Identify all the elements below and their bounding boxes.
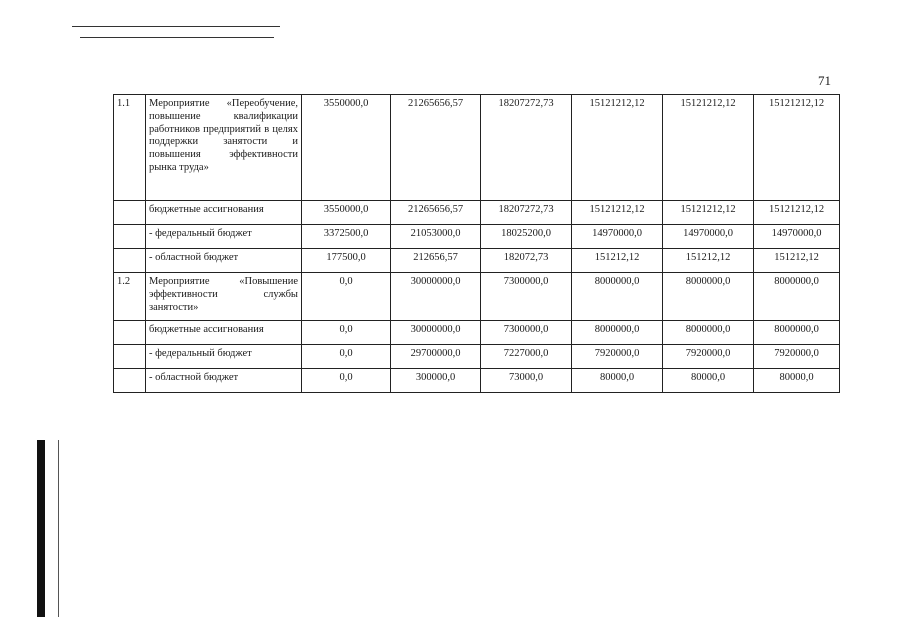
- value-cell: 182072,73: [481, 249, 572, 273]
- value-cell: 14970000,0: [754, 225, 840, 249]
- value-cell: 151212,12: [754, 249, 840, 273]
- value-cell: 15121212,12: [754, 95, 840, 201]
- value-cell: 7920000,0: [572, 345, 663, 369]
- row-index: [114, 369, 146, 393]
- value-cell: 7920000,0: [663, 345, 754, 369]
- row-label: - федеральный бюджет: [146, 225, 302, 249]
- value-cell: 7300000,0: [481, 321, 572, 345]
- value-cell: 8000000,0: [663, 321, 754, 345]
- value-cell: 3372500,0: [302, 225, 391, 249]
- value-cell: 18207272,73: [481, 95, 572, 201]
- value-cell: 18025200,0: [481, 225, 572, 249]
- row-label: бюджетные ассигнования: [146, 201, 302, 225]
- value-cell: 14970000,0: [663, 225, 754, 249]
- value-cell: 0,0: [302, 321, 391, 345]
- row-index: [114, 345, 146, 369]
- value-cell: 80000,0: [572, 369, 663, 393]
- table-row: [114, 345, 840, 369]
- row-index: [114, 321, 146, 345]
- value-cell: 30000000,0: [391, 321, 481, 345]
- value-cell: 73000,0: [481, 369, 572, 393]
- value-cell: 18207272,73: [481, 201, 572, 225]
- table-row: [114, 273, 840, 321]
- value-cell: 15121212,12: [572, 201, 663, 225]
- row-label: - областной бюджет: [146, 369, 302, 393]
- row-index: [114, 225, 146, 249]
- value-cell: 7920000,0: [754, 345, 840, 369]
- row-label: - федеральный бюджет: [146, 345, 302, 369]
- row-label: бюджетные ассигнования: [146, 321, 302, 345]
- value-cell: 80000,0: [754, 369, 840, 393]
- value-cell: 8000000,0: [663, 273, 754, 321]
- row-label: - областной бюджет: [146, 249, 302, 273]
- value-cell: 0,0: [302, 345, 391, 369]
- value-cell: 15121212,12: [754, 201, 840, 225]
- row-index: [114, 201, 146, 225]
- value-cell: 151212,12: [572, 249, 663, 273]
- value-cell: 212656,57: [391, 249, 481, 273]
- value-cell: 21265656,57: [391, 201, 481, 225]
- table-row: [114, 369, 840, 393]
- value-cell: 15121212,12: [663, 201, 754, 225]
- value-cell: 30000000,0: [391, 273, 481, 321]
- row-label: Мероприятие «Повышение эффективности службы занятости»: [146, 273, 302, 321]
- scan-artifact-line: [80, 37, 274, 38]
- value-cell: 177500,0: [302, 249, 391, 273]
- row-index: 1.2: [114, 273, 146, 321]
- value-cell: 8000000,0: [572, 273, 663, 321]
- value-cell: 300000,0: [391, 369, 481, 393]
- value-cell: 0,0: [302, 369, 391, 393]
- value-cell: 21265656,57: [391, 95, 481, 201]
- row-label: Мероприятие «Переобучение, повышение квалификации работников предприятий в целях поддержки занятости и повышения эффективности рынка труда»: [146, 95, 302, 201]
- value-cell: 29700000,0: [391, 345, 481, 369]
- value-cell: 8000000,0: [754, 273, 840, 321]
- table-row: [114, 225, 840, 249]
- value-cell: 3550000,0: [302, 95, 391, 201]
- binder-edge-mark: [37, 440, 45, 617]
- value-cell: 15121212,12: [663, 95, 754, 201]
- value-cell: 7227000,0: [481, 345, 572, 369]
- value-cell: 14970000,0: [572, 225, 663, 249]
- value-cell: 7300000,0: [481, 273, 572, 321]
- value-cell: 15121212,12: [572, 95, 663, 201]
- row-index: [114, 249, 146, 273]
- value-cell: 80000,0: [663, 369, 754, 393]
- table-row: [114, 201, 840, 225]
- scan-artifact-line: [72, 26, 280, 27]
- table-row: [114, 249, 840, 273]
- table-row: [114, 95, 840, 201]
- value-cell: 21053000,0: [391, 225, 481, 249]
- row-index: 1.1: [114, 95, 146, 201]
- value-cell: 151212,12: [663, 249, 754, 273]
- table-row: [114, 321, 840, 345]
- value-cell: 8000000,0: [572, 321, 663, 345]
- value-cell: 3550000,0: [302, 201, 391, 225]
- value-cell: 0,0: [302, 273, 391, 321]
- value-cell: 8000000,0: [754, 321, 840, 345]
- budget-table: [113, 94, 840, 393]
- page-number: 71: [818, 73, 831, 88]
- binder-edge-mark: [58, 440, 59, 617]
